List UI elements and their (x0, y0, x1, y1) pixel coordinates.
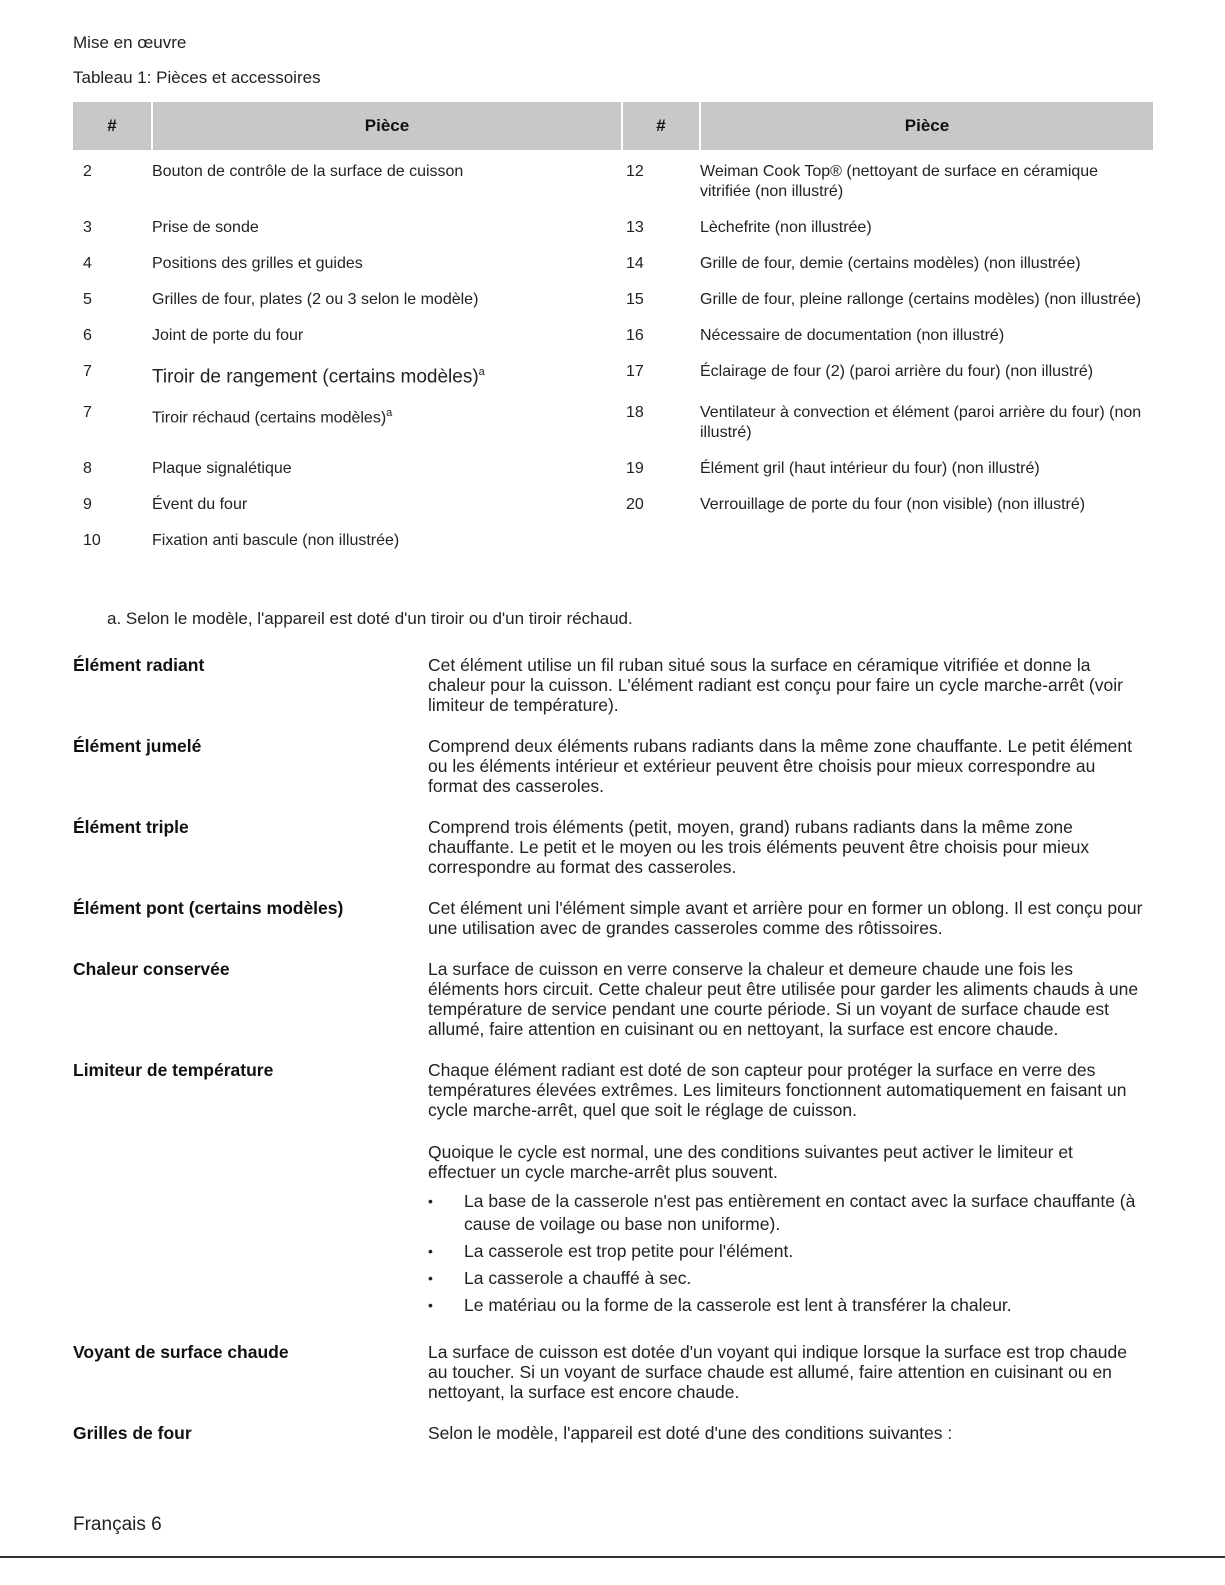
table-header-row (73, 102, 1153, 150)
definition-term: Élément radiant (73, 655, 205, 675)
row-number: 20 (626, 496, 644, 514)
parts-table (73, 102, 1153, 555)
row-part: Tiroir réchaud (certains modèles)$^a$ (152, 407, 393, 427)
table-row (73, 519, 1153, 555)
row-part: Tiroir de rangement (certains modèles)$^a$ (152, 366, 485, 388)
row-part: Évent du four (152, 496, 248, 514)
page-number: Français 6 (73, 1514, 162, 1535)
definition-row (73, 655, 1148, 715)
column-header-part: Pièce (700, 102, 1153, 150)
table-title: Tableau 1: Pièces et accessoires (73, 68, 321, 87)
bullet-list (428, 1190, 1143, 1317)
definition-row (73, 1342, 1148, 1402)
column-header-num: # (622, 102, 700, 150)
row-number: 17 (626, 363, 644, 380)
row-part: Ventilateur à convection et élément (paroi arrière du four) (non illustré) (700, 404, 1142, 442)
list-item: • La base de la casserole n'est pas entièrement en contact avec la surface chauffante (à cause de voilage ou base non uniforme). (428, 1190, 1143, 1236)
definition-term: Grilles de four (73, 1423, 192, 1443)
definition-row (73, 959, 1148, 1039)
definition-term: Élément jumelé (73, 736, 202, 756)
definition-row (73, 898, 1148, 938)
definition-term: Limiteur de température (73, 1060, 274, 1080)
row-number: 3 (83, 219, 92, 236)
row-part: Positions des grilles et guides (152, 255, 363, 272)
section-title: Mise en œuvre (73, 33, 187, 52)
bottom-divider (0, 1556, 1225, 1558)
list-item: • La casserole est trop petite pour l'élément. (428, 1240, 1143, 1263)
definition-row (73, 736, 1148, 796)
row-number: 7 (83, 404, 92, 422)
footnote-marker: a (386, 407, 393, 420)
table-row (73, 350, 1153, 391)
row-part: Grille de four, demie (certains modèles) (non illustrée) (700, 255, 1081, 272)
definitions-list (73, 655, 1148, 1465)
row-number (622, 519, 700, 555)
table-row (73, 150, 1153, 206)
definition-description: La surface de cuisson en verre conserve la chaleur et demeure chaude une fois les éléments hors circuit. Cette chaleur peut être utilisée pour garder les aliments chauds à une température de service pendant une courte période. Si un voyant de surface chaude est allumé, faire attention en cuisinant ou en nettoyant, la surface est encore chaude. (428, 959, 1139, 1039)
row-number: 6 (83, 327, 92, 344)
row-number: 12 (626, 163, 644, 180)
row-number: 18 (626, 404, 644, 422)
row-part: Joint de porte du four (152, 327, 304, 344)
row-number: 10 (83, 532, 101, 550)
table-row (73, 314, 1153, 350)
footnote-marker: a (478, 366, 485, 378)
list-item: • La casserole a chauffé à sec. (428, 1267, 1143, 1290)
row-part: Weiman Cook Top® (nettoyant de surface en céramique vitrifiée (non illustré) (700, 163, 1099, 200)
table-row (73, 447, 1153, 483)
row-number: 9 (83, 496, 92, 514)
row-number: 19 (626, 460, 644, 478)
definition-description: Cet élément utilise un fil ruban situé sous la surface en céramique vitrifiée et donne la chaleur pour la cuisson. L'élément radiant est conçu pour faire un cycle marche-arrêt (voir limiteur de température). (428, 655, 1123, 715)
row-part: Bouton de contrôle de la surface de cuisson (152, 163, 464, 180)
row-part: Plaque signalétique (152, 460, 292, 478)
definition-term: Voyant de surface chaude (73, 1342, 289, 1362)
row-part: Éclairage de four (2) (paroi arrière du four) (non illustré) (700, 363, 1094, 380)
definition-term: Chaleur conservée (73, 959, 230, 979)
row-part: Nécessaire de documentation (non illustré) (700, 327, 1005, 344)
row-number: 2 (83, 163, 92, 180)
row-part: Prise de sonde (152, 219, 259, 236)
row-part: Lèchefrite (non illustrée) (700, 219, 872, 236)
definition-description: La surface de cuisson est dotée d'un voyant qui indique lorsque la surface est trop chaude au toucher. Si un voyant de surface chaude est allumé, faire attention en cuisinant ou en nettoyant, la surface est encore chaude. (428, 1342, 1127, 1402)
definition-description: Comprend deux éléments rubans radiants dans la même zone chauffante. Le petit élément ou les éléments intérieur et extérieur peuvent être choisis pour mieux correspondre au format des casseroles. (428, 736, 1132, 796)
definition-description: Selon le modèle, l'appareil est doté d'une des conditions suivantes : (428, 1423, 953, 1443)
row-number: 5 (83, 291, 92, 308)
table-row (73, 483, 1153, 519)
row-number: 7 (83, 363, 92, 380)
table-row (73, 278, 1153, 314)
table-row (73, 391, 1153, 447)
definition-row (73, 817, 1148, 877)
list-item: • Le matériau ou la forme de la casserole est lent à transférer la chaleur. (428, 1294, 1143, 1317)
row-number: 13 (626, 219, 644, 236)
table-row (73, 206, 1153, 242)
definition-description: Chaque élément radiant est doté de son capteur pour protéger la surface en verre des températures élevées extrêmes. Les limiteurs fonctionnent automatiquement en faisant un cycle marche-arrêt, quel que soit le réglage de cuisson. Quoique le cycle est normal, une des conditions suivantes peut activer le limiteur et effectuer un cycle marche-arrêt plus souvent. • La base de la casserole n'est pas entièrement en contact avec la surface chauffante (à cause de voilage ou base non uniforme). • La casserole est trop petite pour l'élément. • La casserole a chauffé à sec. • Le matériau ou la forme de la casserole est lent à transférer la chaleur. (428, 1060, 1143, 1321)
definition-term: Élément pont (certains modèles) (73, 898, 344, 918)
row-part (700, 519, 1153, 555)
row-part: Élément gril (haut intérieur du four) (non illustré) (700, 460, 1040, 478)
row-number: 4 (83, 255, 92, 272)
row-number: 16 (626, 327, 644, 344)
table-footnote: a. Selon le modèle, l'appareil est doté d'un tiroir ou d'un tiroir réchaud. (107, 609, 633, 628)
row-number: 8 (83, 460, 92, 478)
row-number: 14 (626, 255, 644, 272)
definition-description: Cet élément uni l'élément simple avant et arrière pour en former un oblong. Il est conçu pour une utilisation avec de grandes casseroles comme des rôtissoires. (428, 898, 1143, 938)
definition-row (73, 1060, 1148, 1321)
definition-description: Comprend trois éléments (petit, moyen, grand) rubans radiants dans la même zone chauffante. Le petit et le moyen ou les trois éléments peuvent être choisis pour mieux correspondre au format des casseroles. (428, 817, 1090, 877)
table-row (73, 242, 1153, 278)
definition-row (73, 1423, 1148, 1444)
column-header-num: # (73, 102, 152, 150)
row-part: Fixation anti bascule (non illustrée) (152, 532, 400, 550)
column-header-part: Pièce (152, 102, 622, 150)
row-part: Verrouillage de porte du four (non visible) (non illustré) (700, 496, 1086, 514)
row-part: Grilles de four, plates (2 ou 3 selon le modèle) (152, 291, 479, 308)
row-number: 15 (626, 291, 644, 308)
row-part: Grille de four, pleine rallonge (certains modèles) (non illustrée) (700, 291, 1142, 308)
definition-term: Élément triple (73, 817, 189, 837)
